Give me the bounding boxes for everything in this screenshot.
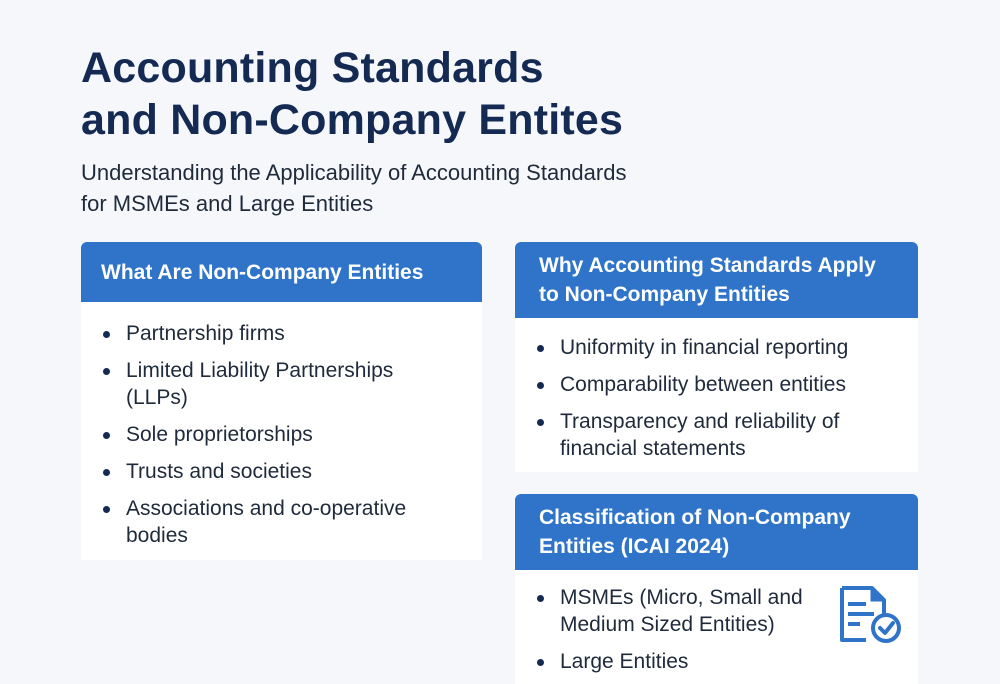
list-item: MSMEs (Micro, Small and Medium Sized Entities) [515, 584, 810, 638]
title-line-2: and Non-Company Entites [81, 96, 624, 144]
subtitle-line-2: for MSMEs and Large Entities [81, 191, 374, 216]
list-item: Partnership firms [81, 320, 482, 347]
page-subtitle [81, 157, 626, 219]
card-classification [515, 494, 918, 684]
title-line-1: Accounting Standards [81, 44, 544, 92]
card-header: What Are Non-Company Entities [81, 242, 482, 302]
page-title [81, 42, 623, 146]
reasons-list [515, 318, 918, 462]
card-header: Classification of Non-Company Entities (ICAI 2024) [515, 494, 918, 570]
document-check-icon [836, 584, 904, 646]
list-item: Associations and co-operative bodies [81, 495, 426, 549]
entity-list [81, 302, 482, 549]
list-item: Sole proprietorships [81, 421, 482, 448]
list-item: Trusts and societies [81, 458, 482, 485]
list-item: Transparency and reliability of financial statements [515, 408, 860, 462]
list-item: Limited Liability Partnerships (LLPs) [81, 357, 426, 411]
card-what-are-non-company-entities [81, 242, 482, 560]
card-why-standards-apply [515, 242, 918, 472]
subtitle-line-1: Understanding the Applicability of Accounting Standards [81, 160, 627, 185]
list-item: Uniformity in financial reporting [515, 334, 918, 361]
list-item: Large Entities [515, 648, 918, 675]
list-item: Comparability between entities [515, 371, 918, 398]
card-header: Why Accounting Standards Apply to Non-Company Entities [515, 242, 918, 318]
